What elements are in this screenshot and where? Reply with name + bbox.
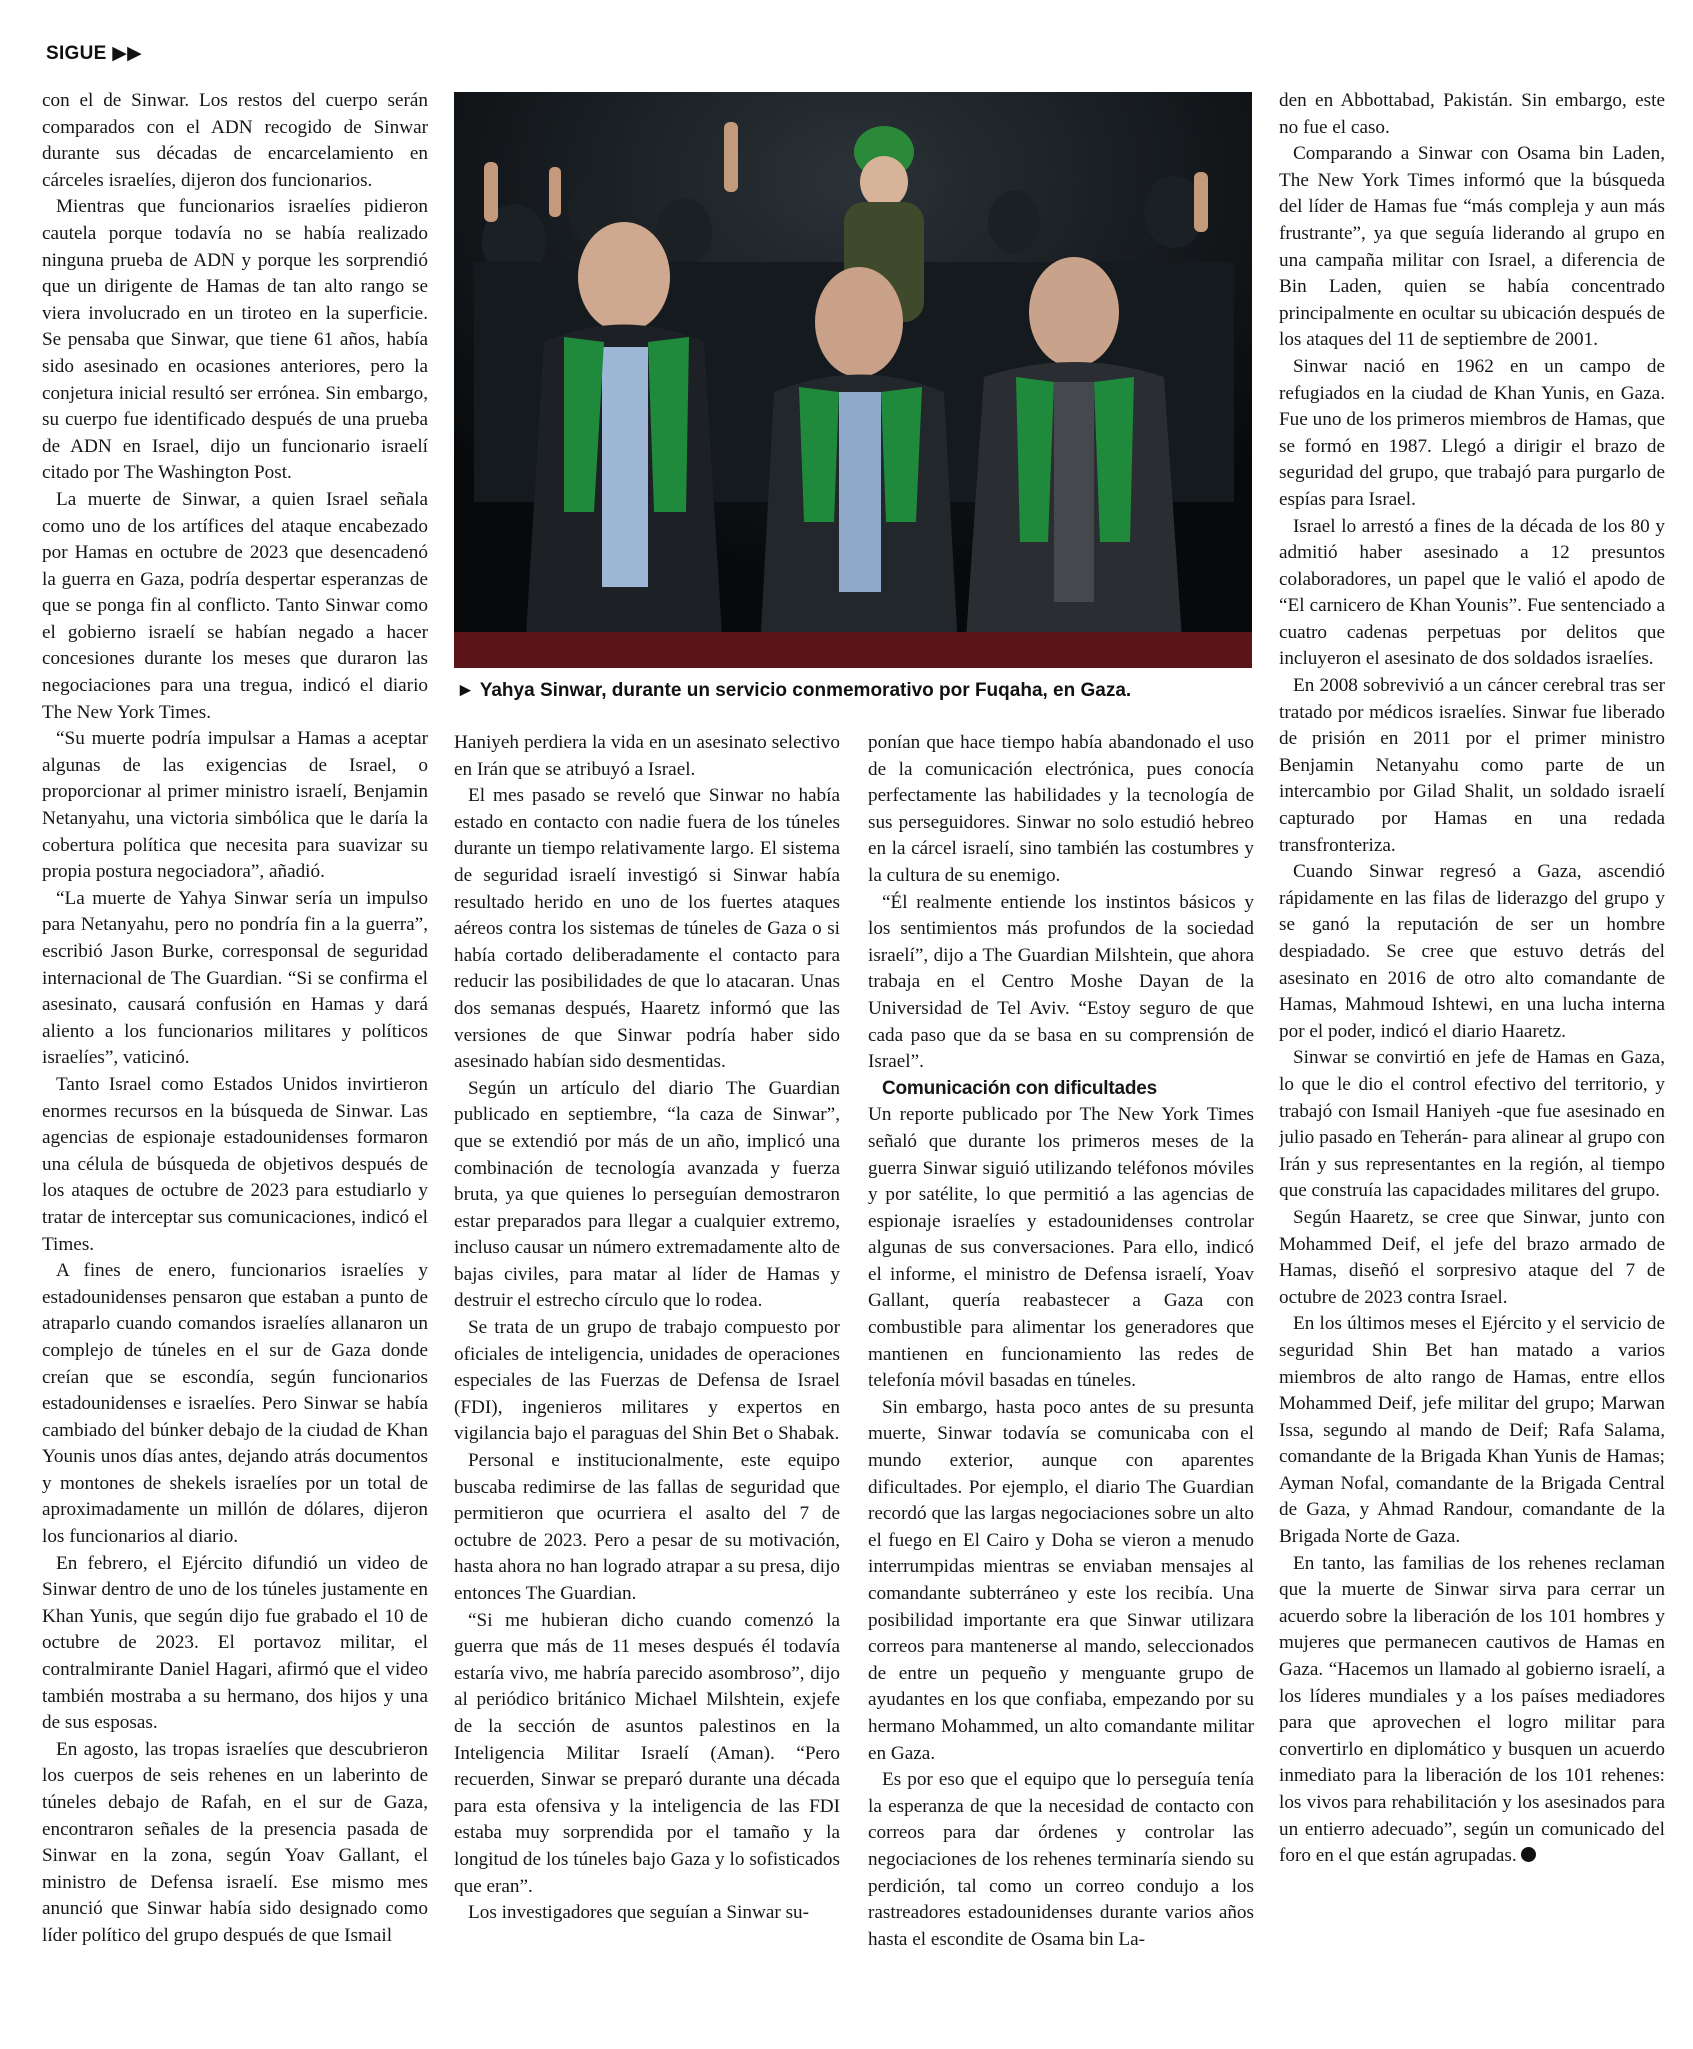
paragraph: Según Haaretz, se cree que Sinwar, junto con Mohammed Deif, el jefe del brazo armado de Hamas, diseñó el sorpresivo ataque del 7 de octubre de 2023 contra Israel. [1279,1206,1665,1308]
article-column-4 [1279,88,1665,2022]
paragraph: Israel lo arrestó a fines de la década de los 80 y admitió haber asesinado a 12 presuntos colaboradores, un papel que le valió el apodo de “El carnicero de Khan Younis”. Fue sentenciado a cuatro cadenas perpetuas por delitos que incluyeron el asesinato de dos soldados israelíes. [1279,515,1665,670]
paragraph: El mes pasado se reveló que Sinwar no había estado en contacto con nadie fuera de los túneles durante un tiempo relativamente largo. El sistema de seguridad israelí investigó si Sinwar había resultado herido en uno de los fuertes ataques aéreos contra los sistemas de túneles de Gaza o si había cortado deliberadamente el contacto para reducir las posibilidades de que lo atacaran. Unas dos semanas después, Haaretz informó que las versiones de que Sinwar podría haber sido asesinado habían sido desmentidas. [454,785,840,1073]
paragraph: Mientras que funcionarios israelíes pidieron cautela porque todavía no se había realizado ninguna prueba de ADN y porque les sorprendió que un dirigente de Hamas de tan alto rango se viera involucrado en un tiroteo en la superficie. Se pensaba que Sinwar, que tiene 61 años, había sido asesinado en ocasiones anteriores, pero la conjetura inicial resultó ser errónea. Sin embargo, su cuerpo fue identificado después de una prueba de ADN en Israel, dijo un funcionario israelí citado por The Washington Post. [42,196,428,484]
paragraph: Comparando a Sinwar con Osama bin Laden, The New York Times informó que la búsqueda del líder de Hamas fue “más compleja y aun más frustrante”, ya que seguía liderando al grupo en una campaña militar con Israel, a diferencia de Bin Laden, quien se había concentrado principalmente en ocultar su ubicación después de los ataques del 11 de septiembre de 2001. [1279,143,1665,351]
paragraph: En 2008 sobrevivió a un cáncer cerebral tras ser tratado por médicos israelíes. Sinwar fue liberado de prisión en 2011 por el primer ministro Benjamin Netanyahu como parte de un intercambio por Gilad Shalit, un soldado israelí capturado por Hamas en una redada transfronteriza. [1279,675,1665,856]
paragraph: “La muerte de Yahya Sinwar sería un impulso para Netanyahu, pero no pondría fin a la guerra”, escribió Jason Burke, corresponsal de seguridad internacional de The Guardian. “Si se confirma el asesinato, causará confusión en Hamas y dará aliento a los funcionarios militares y políticos israelíes”, vaticinó. [42,887,428,1069]
paragraph: con el de Sinwar. Los restos del cuerpo serán comparados con el ADN recogido de Sinwar durante sus décadas de encarcelamiento en cárceles israelíes, dijeron dos funcionarios. [42,90,428,191]
paragraph: La muerte de Sinwar, a quien Israel señala como uno de los artífices del ataque encabezado por Hamas en octubre de 2023 que desencadenó la guerra en Gaza, podría despertar esperanzas de que se ponga fin al conflicto. Tanto Sinwar como el gobierno israelí se habían negado a hacer concesiones durante los meses que duraron las negociaciones para una tregua, indicó el diario The New York Times. [42,488,428,723]
end-of-article-icon [1521,1847,1536,1862]
paragraph: Cuando Sinwar regresó a Gaza, ascendió rápidamente en las filas de liderazgo del grupo y se ganó la reputación de ser un hombre despiadado. Se cree que estuvo detrás del asesinato en 2016 de otro alto comandante de Hamas, Mahmoud Ishtewi, en una lucha interna por el poder, indicó el diario Haaretz. [1279,861,1665,1042]
article-column-2 [454,730,840,2022]
news-photo [454,92,1252,668]
paragraph: Sin embargo, hasta poco antes de su presunta muerte, Sinwar todavía se comunicaba con el mundo exterior, aunque con aparentes dificultades. Por ejemplo, el diario The Guardian recordó que las largas negociaciones sobre un alto el fuego en El Cairo y Doha se vieron a menudo interrumpidas mientras se enviaban mensajes al comandante subterráneo y este los recibía. Una posibilidad importante era que Sinwar utilizara correos para mantenerse al mando, seleccionados de entre un pequeño y menguante grupo de ayudantes en los que confiaba, empezando por su hermano Mohammed, un alto comandante militar en Gaza. [868,1396,1254,1764]
paragraph: Haniyeh perdiera la vida en un asesinato selectivo en Irán que se atribuyó a Israel. [454,732,840,780]
photo-caption: ► Yahya Sinwar, durante un servicio conmemorativo por Fuqaha, en Gaza. [456,680,1132,701]
paragraph: A fines de enero, funcionarios israelíes y estadounidenses pensaron que estaban a punto de atraparlo cuando comandos israelíes allanaron un complejo de túneles en el sur de Gaza donde creían que se escondía, según funcionarios estadounidenses e israelíes. Pero Sinwar se había cambiado del búnker debajo de la ciudad de Khan Younis unos días antes, dejando atrás documentos y montones de shekels israelíes por un total de aproximadamente un millón de dólares, dijeron los funcionarios al diario. [42,1260,428,1548]
paragraph: Un reporte publicado por The New York Times señaló que durante los primeros meses de la guerra Sinwar siguió utilizando teléfonos móviles y por satélite, lo que permitió a las agencias de espionaje israelíes y estadounidenses controlar algunas de sus conversaciones. Para ello, indicó el informe, el ministro de Defensa israelí, Yoav Gallant, quería reabastecer a Gaza con combustible para alimentar los generadores que mantienen en funcionamiento las redes de telefonía móvil basadas en túneles. [868,1104,1254,1392]
paragraph: “Si me hubieran dicho cuando comenzó la guerra que más de 11 meses después él todavía estaría vivo, me habría parecido asombroso”, dijo al periódico británico Michael Milshtein, exjefe de la sección de asuntos palestinos en la Inteligencia Militar Israelí (Aman). “Pero recuerden, Sinwar se preparó durante una década para esta ofensiva y la inteligencia de las FDI estaba muy sorprendida por el tamaño y la longitud de los túneles bajo Gaza y lo sofisticados que eran”. [454,1609,840,1897]
paragraph: den en Abbottabad, Pakistán. Sin embargo, este no fue el caso. [1279,90,1665,138]
paragraph: Según un artículo del diario The Guardian publicado en septiembre, “la caza de Sinwar”, que se extendió por más de un año, implicó una combinación de tecnología avanzada y fuerza bruta, ya que quienes lo perseguían demostraron estar preparados para llegar a cualquier extremo, incluso causar un número extremadamente alto de bajas civiles, para matar al líder de Hamas y destruir el estrecho círculo que lo rodea. [454,1077,840,1312]
article-column-3 [868,730,1254,2022]
paragraph: Sinwar se convirtió en jefe de Hamas en Gaza, lo que le dio el control efectivo del territorio, y trabajó con Ismail Haniyeh -que fue asesinado en julio pasado en Teherán- para alinear al grupo con Irán y sus representantes en la región, al tiempo que construía las capacidades militares del grupo. [1279,1047,1665,1202]
article-column-1 [42,88,428,2022]
paragraph: ponían que hace tiempo había abandonado el uso de la comunicación electrónica, pues conocía perfectamente las habilidades y la tecnología de sus perseguidores. Sinwar no solo estudió hebreo en la cárcel israelí, sino también las costumbres y la cultura de su enemigo. [868,732,1254,886]
paragraph: Se trata de un grupo de trabajo compuesto por oficiales de inteligencia, unidades de operaciones especiales de las Fuerzas de Defensa de Israel (FDI), ingenieros militares y expertos en vigilancia bajo el paraguas del Shin Bet o Shabak. [454,1317,840,1445]
section-subhead: Comunicación con dificultades [882,1077,1158,1099]
paragraph: En febrero, el Ejército difundió un video de Sinwar dentro de uno de los túneles justamente en Khan Yunis, que según dijo fue grabado el 10 de octubre de 2023. El portavoz militar, el contralmirante Daniel Hagari, afirmó que el video también mostraba a su hermano, dos hijos y una de sus esposas. [42,1552,428,1734]
sigue-label: SIGUE ▶▶ [46,43,143,64]
paragraph: Es por eso que el equipo que lo perseguía tenía la esperanza de que la necesidad de contacto con correos para dar órdenes y controlar las negociaciones de los rehenes terminaría siendo su perdición, tal como un correo condujo a los rastreadores estadounidenses durante varios años hasta el escondite de Osama bin La- [868,1769,1254,1950]
paragraph-text: En tanto, las familias de los rehenes reclaman que la muerte de Sinwar sirva para cerrar un acuerdo sobre la liberación de los 101 hombres y mujeres que permanecen cautivos de Hamas en Gaza. “Hacemos un llamado al gobierno israelí, a los líderes mundiales y a los países mediadores para que aprovechen el logro militar para convertirlo en diplomático y busquen un acuerdo inmediato para la liberación de los 101 rehenes: los vivos para rehabilitación y los asesinados para un entierro adecuado”, según un comunicado del foro en el que están agrupadas. [1279,1552,1665,1867]
paragraph: Sinwar nació en 1962 en un campo de refugiados en la ciudad de Khan Yunis, en Gaza. Fue uno de los primeros miembros de Hamas, que se formó en 1987. Llegó a dirigir el brazo de seguridad del grupo, que trabajó para purgarlo de espías para Israel. [1279,355,1665,510]
paragraph: “Su muerte podría impulsar a Hamas a aceptar algunas de las exigencias de Israel, o proporcionar al primer ministro israelí, Benjamin Netanyahu, una victoria simbólica que le daría la cobertura política que necesita para suavizar su propia postura negociadora”, añadió. [42,728,428,883]
paragraph: Personal e institucionalmente, este equipo buscaba redimirse de las fallas de seguridad que permitieron que ocurriera el asalto del 7 de octubre de 2023. Pero a pesar de su motivación, hasta ahora no han logrado atrapar a su presa, dijo entonces The Guardian. [454,1450,840,1604]
paragraph: En los últimos meses el Ejército y el servicio de seguridad Shin Bet han matado a varios miembros de alto rango de Hamas, entre ellos Mohammed Deif, jefe militar del grupo; Marwan Issa, segundo al mando de Deif; Rafa Salama, comandante de la Brigada Khan Yunis de Hamas; Ayman Nofal, comandante de la Brigada Central de Gaza, y Ahmad Randour, comandante de la Brigada Norte de Gaza. [1279,1313,1665,1548]
paragraph: En agosto, las tropas israelíes que descubrieron los cuerpos de seis rehenes en un laberinto de túneles debajo de Rafah, en el sur de Gaza, encontraron señales de la presencia pasada de Sinwar en la zona, según Yoav Gallant, el ministro de Defensa israelí. Ese mismo mes anunció que Sinwar había sido designado como líder político del grupo después de que Ismail [42,1738,428,1946]
paragraph: Los investigadores que seguían a Sinwar su- [468,1902,810,1924]
photo-illustration [454,92,1252,668]
paragraph [1279,1551,1665,1870]
paragraph: “Él realmente entiende los instintos básicos y los sentimientos más profundos de la sociedad israelí”, dijo a The Guardian Milshtein, que ahora trabaja en el Centro Moshe Dayan de la Universidad de Tel Aviv. “Estoy seguro de que cada paso que da se basa en su comprensión de Israel”. [868,891,1254,1073]
paragraph: Tanto Israel como Estados Unidos invirtieron enormes recursos en la búsqueda de Sinwar. Las agencias de espionaje estadounidenses formaron una célula de búsqueda de objetivos después de los ataques de octubre de 2023 para estudiarlo y tratar de interceptar sus comunicaciones, indicó el Times. [42,1073,428,1255]
